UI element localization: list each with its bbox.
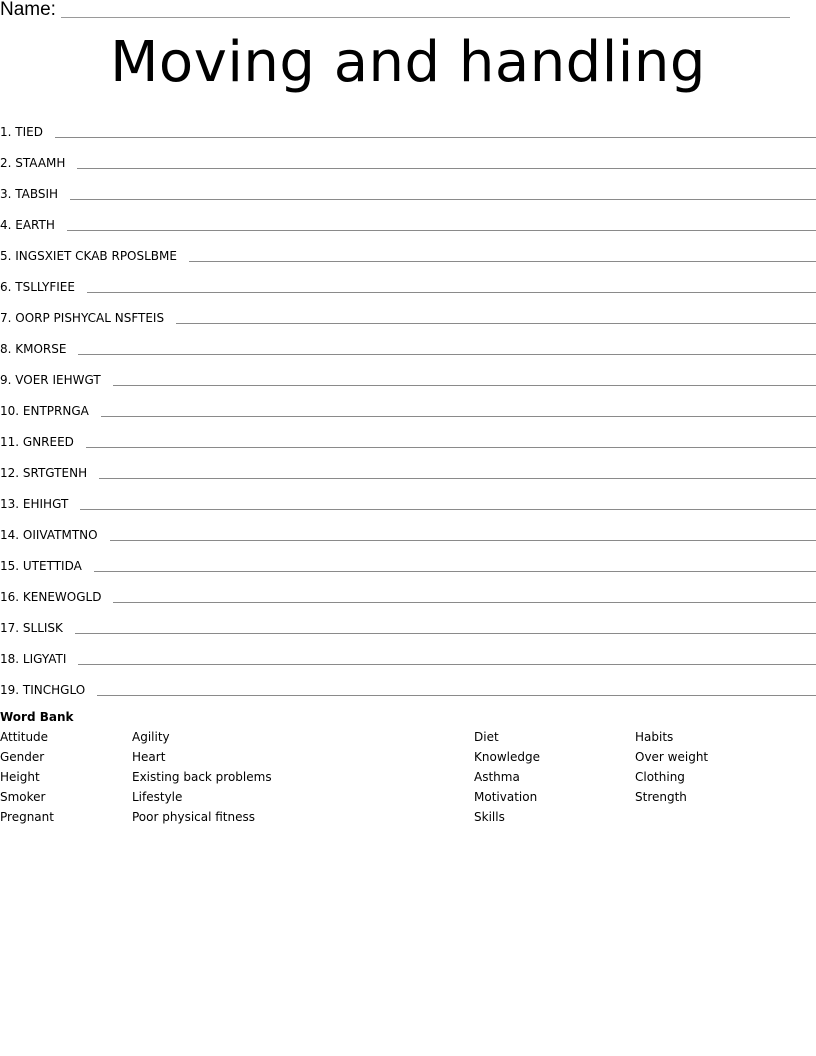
question-row [0, 607, 816, 638]
question-row [0, 204, 816, 235]
question-scrambled-word: 17. SLLISK [0, 621, 63, 635]
answer-line[interactable] [77, 168, 816, 169]
question-scrambled-word: 15. UTETTIDA [0, 559, 82, 573]
question-row [0, 173, 816, 204]
answer-line[interactable] [99, 478, 816, 479]
question-row [0, 328, 816, 359]
question-row [0, 297, 816, 328]
answer-line[interactable] [86, 447, 816, 448]
name-field[interactable] [61, 17, 790, 18]
word-bank-item: Gender [0, 750, 45, 764]
word-bank-item: Agility [132, 730, 170, 744]
question-scrambled-word: 19. TINCHGLO [0, 683, 86, 697]
question-scrambled-word: 3. TABSIH [0, 187, 59, 201]
question-scrambled-word: 11. GNREED [0, 435, 74, 449]
answer-line[interactable] [94, 571, 816, 572]
answer-line[interactable] [80, 509, 816, 510]
question-row [0, 111, 816, 142]
word-bank-item: Clothing [635, 770, 685, 784]
name-label: Name: [0, 0, 56, 20]
answer-line[interactable] [55, 137, 816, 138]
question-scrambled-word: 4. EARTH [0, 218, 55, 232]
answer-line[interactable] [78, 354, 816, 355]
question-row [0, 421, 816, 452]
question-row [0, 359, 816, 390]
answer-line[interactable] [189, 261, 816, 262]
answer-line[interactable] [70, 199, 816, 200]
question-row [0, 514, 816, 545]
question-scrambled-word: 1. TIED [0, 125, 43, 139]
answer-line[interactable] [101, 416, 816, 417]
question-row [0, 266, 816, 297]
worksheet-title: Moving and handling [110, 30, 706, 95]
answer-line[interactable] [67, 230, 816, 231]
word-bank [0, 707, 816, 837]
word-bank-item: Diet [474, 730, 499, 744]
word-bank-columns [0, 727, 816, 837]
question-scrambled-word: 8. KMORSE [0, 342, 67, 356]
word-bank-item: Smoker [0, 790, 46, 804]
answer-line[interactable] [78, 664, 816, 665]
word-bank-item: Heart [132, 750, 166, 764]
question-row [0, 483, 816, 514]
question-scrambled-word: 5. INGSXIET CKAB RPOSLBME [0, 249, 177, 263]
name-row [0, 0, 790, 20]
question-row [0, 452, 816, 483]
question-scrambled-word: 10. ENTPRNGA [0, 404, 89, 418]
word-bank-item: Motivation [474, 790, 538, 804]
word-bank-column [0, 727, 54, 827]
question-scrambled-word: 2. STAAMH [0, 156, 66, 170]
question-list [0, 111, 816, 700]
answer-line[interactable] [110, 540, 816, 541]
word-bank-item: Strength [635, 790, 687, 804]
word-bank-item: Habits [635, 730, 674, 744]
word-bank-item: Poor physical fitness [132, 810, 256, 824]
word-bank-item: Pregnant [0, 810, 54, 824]
answer-line[interactable] [113, 602, 816, 603]
answer-line[interactable] [176, 323, 816, 324]
question-scrambled-word: 14. OIIVATMTNO [0, 528, 98, 542]
word-bank-item: Lifestyle [132, 790, 183, 804]
question-scrambled-word: 7. OORP PISHYCAL NSFTEIS [0, 311, 165, 325]
word-bank-column [635, 727, 708, 807]
word-bank-item: Asthma [474, 770, 520, 784]
answer-line[interactable] [75, 633, 816, 634]
word-bank-item: Existing back problems [132, 770, 272, 784]
question-row [0, 235, 816, 266]
word-bank-item: Knowledge [474, 750, 540, 764]
answer-line[interactable] [87, 292, 816, 293]
question-row [0, 390, 816, 421]
question-row [0, 669, 816, 700]
question-scrambled-word: 13. EHIHGT [0, 497, 69, 511]
question-scrambled-word: 18. LIGYATI [0, 652, 67, 666]
word-bank-item: Skills [474, 810, 505, 824]
question-row [0, 142, 816, 173]
word-bank-item: Attitude [0, 730, 49, 744]
question-row [0, 576, 816, 607]
question-scrambled-word: 9. VOER IEHWGT [0, 373, 101, 387]
question-scrambled-word: 12. SRTGTENH [0, 466, 88, 480]
word-bank-title: Word Bank [0, 710, 74, 724]
question-scrambled-word: 6. TSLLYFIEE [0, 280, 75, 294]
word-bank-item: Height [0, 770, 40, 784]
answer-line[interactable] [97, 695, 816, 696]
word-bank-column [474, 727, 540, 827]
word-bank-column [132, 727, 272, 827]
word-bank-item: Over weight [635, 750, 709, 764]
question-row [0, 638, 816, 669]
question-scrambled-word: 16. KENEWOGLD [0, 590, 102, 604]
answer-line[interactable] [113, 385, 816, 386]
question-row [0, 545, 816, 576]
